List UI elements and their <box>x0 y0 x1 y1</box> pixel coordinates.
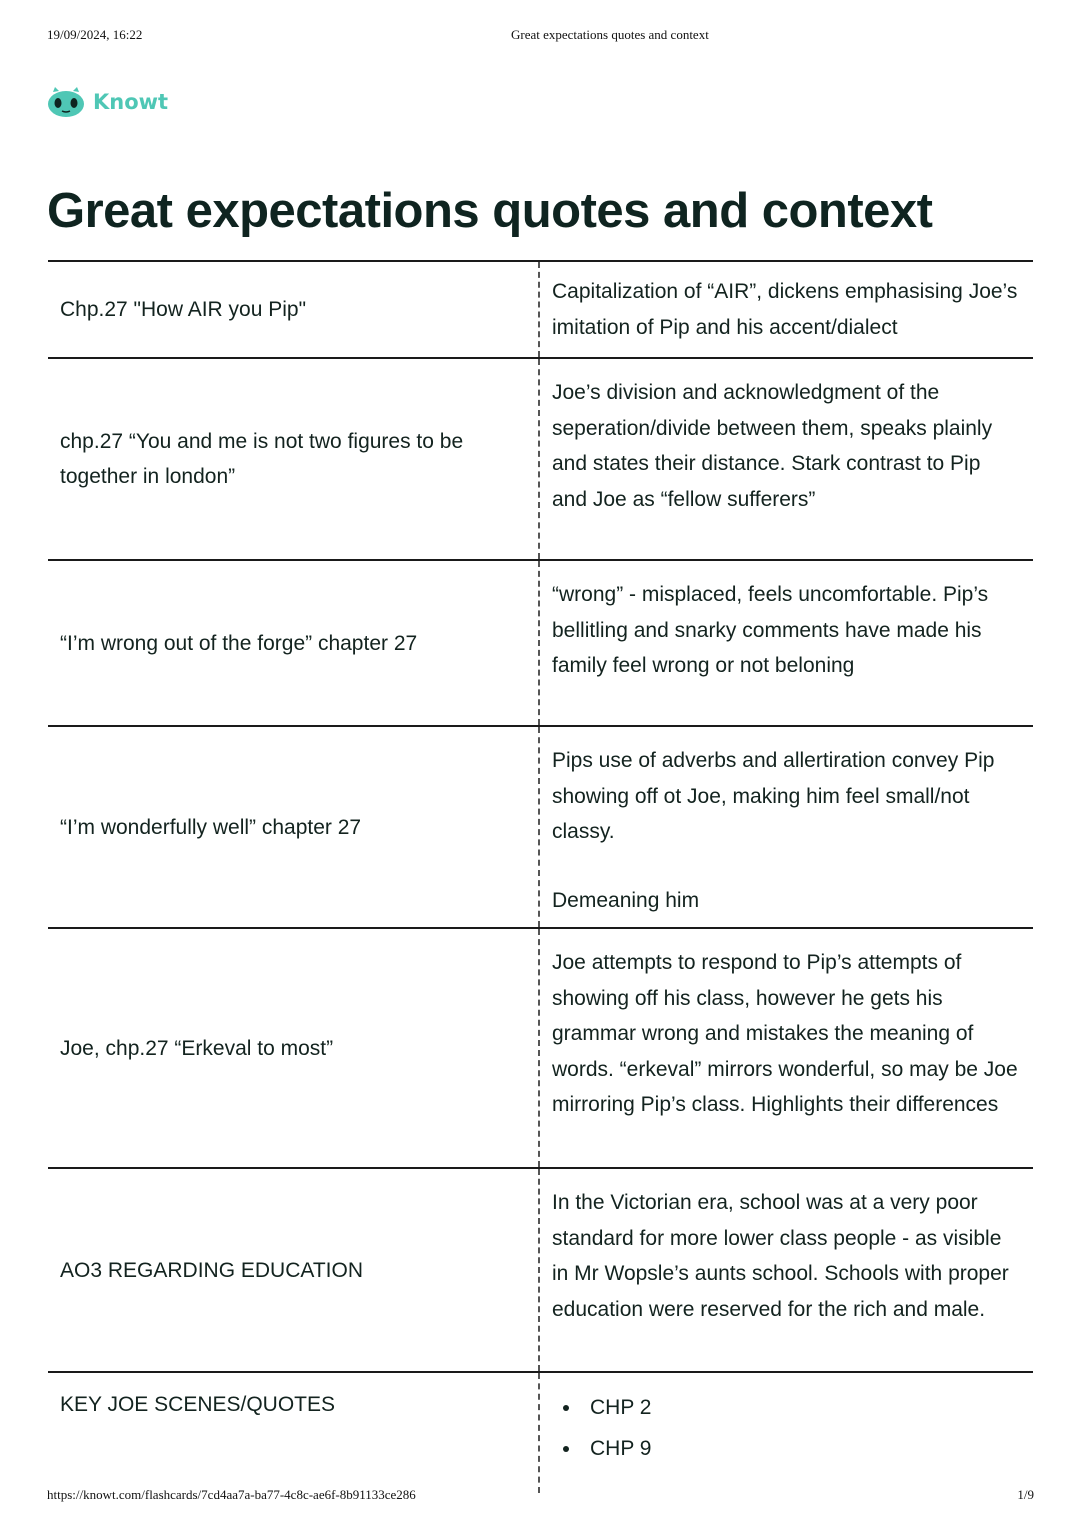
definition-cell: In the Victorian era, school was at a very poor standard for more lower class people - as visible in Mr Wopsle’s aunts school. Schools with proper education were reserved for the rich and male. <box>552 1191 1009 1321</box>
definition-extra: Demeaning him <box>552 888 700 912</box>
bullet-item: • CHP 9 <box>582 1428 1021 1469</box>
print-url: https://knowt.com/flashcards/7cd4aa7a-ba77-4c8c-ae6f-8b91133ce286 <box>47 1487 416 1502</box>
definition-cell <box>540 727 1033 927</box>
term-cell: “I’m wrong out of the forge” chapter 27 <box>48 561 540 725</box>
table-row <box>48 1167 1033 1371</box>
term-cell: “I’m wonderfully well” chapter 27 <box>48 727 540 927</box>
term-cell: chp.27 “You and me is not two figures to be together in london” <box>48 359 540 559</box>
definition-cell <box>540 1373 1033 1493</box>
definition-cell: Joe attempts to respond to Pip’s attempts of showing off his class, however he gets his grammar wrong and mistakes the meaning of words. “erkeval” mirrors wonderful, so may be Joe mirroring Pip’s class. Highlights their differences <box>552 951 1018 1116</box>
table-row <box>48 1371 1033 1493</box>
term-cell: Chp.27 "How AIR you Pip" <box>48 262 540 357</box>
definition-cell: Capitalization of “AIR”, dickens emphasising Joe’s imitation of Pip and his accent/dialect <box>552 280 1018 339</box>
table-row <box>48 927 1033 1167</box>
print-title: Great expectations quotes and context <box>511 27 709 42</box>
table-row <box>48 725 1033 927</box>
bullet-item: • CHP 2 <box>582 1387 1021 1428</box>
table-row <box>48 260 1033 357</box>
table-row <box>48 357 1033 559</box>
definition-cell: “wrong” - misplaced, feels uncomfortable. Pip’s bellitling and snarky comments have made his family feel wrong or not beloning <box>552 583 989 677</box>
knowt-mascot-icon <box>47 86 85 118</box>
print-datetime: 19/09/2024, 16:22 <box>47 27 143 42</box>
term-cell: KEY JOE SCENES/QUOTES <box>48 1373 540 1493</box>
page-title: Great expectations quotes and context <box>47 184 933 238</box>
table-row <box>48 559 1033 725</box>
term-cell: AO3 REGARDING EDUCATION <box>48 1169 540 1371</box>
definition-cell: Joe’s division and acknowledgment of the seperation/divide between them, speaks plainly and states their distance. Stark contrast to Pip and Joe as “fellow sufferers” <box>552 381 993 511</box>
page-number: 1/9 <box>1017 1487 1034 1502</box>
bullet-list <box>552 1387 1021 1469</box>
brand-name: Knowt <box>93 90 169 114</box>
flashcard-table <box>48 260 1033 1493</box>
knowt-logo[interactable] <box>47 86 168 118</box>
definition-text: Pips use of adverbs and allertiration convey Pip showing off ot Joe, making him feel small/not classy. <box>552 749 995 843</box>
term-cell: Joe, chp.27 “Erkeval to most” <box>48 929 540 1167</box>
